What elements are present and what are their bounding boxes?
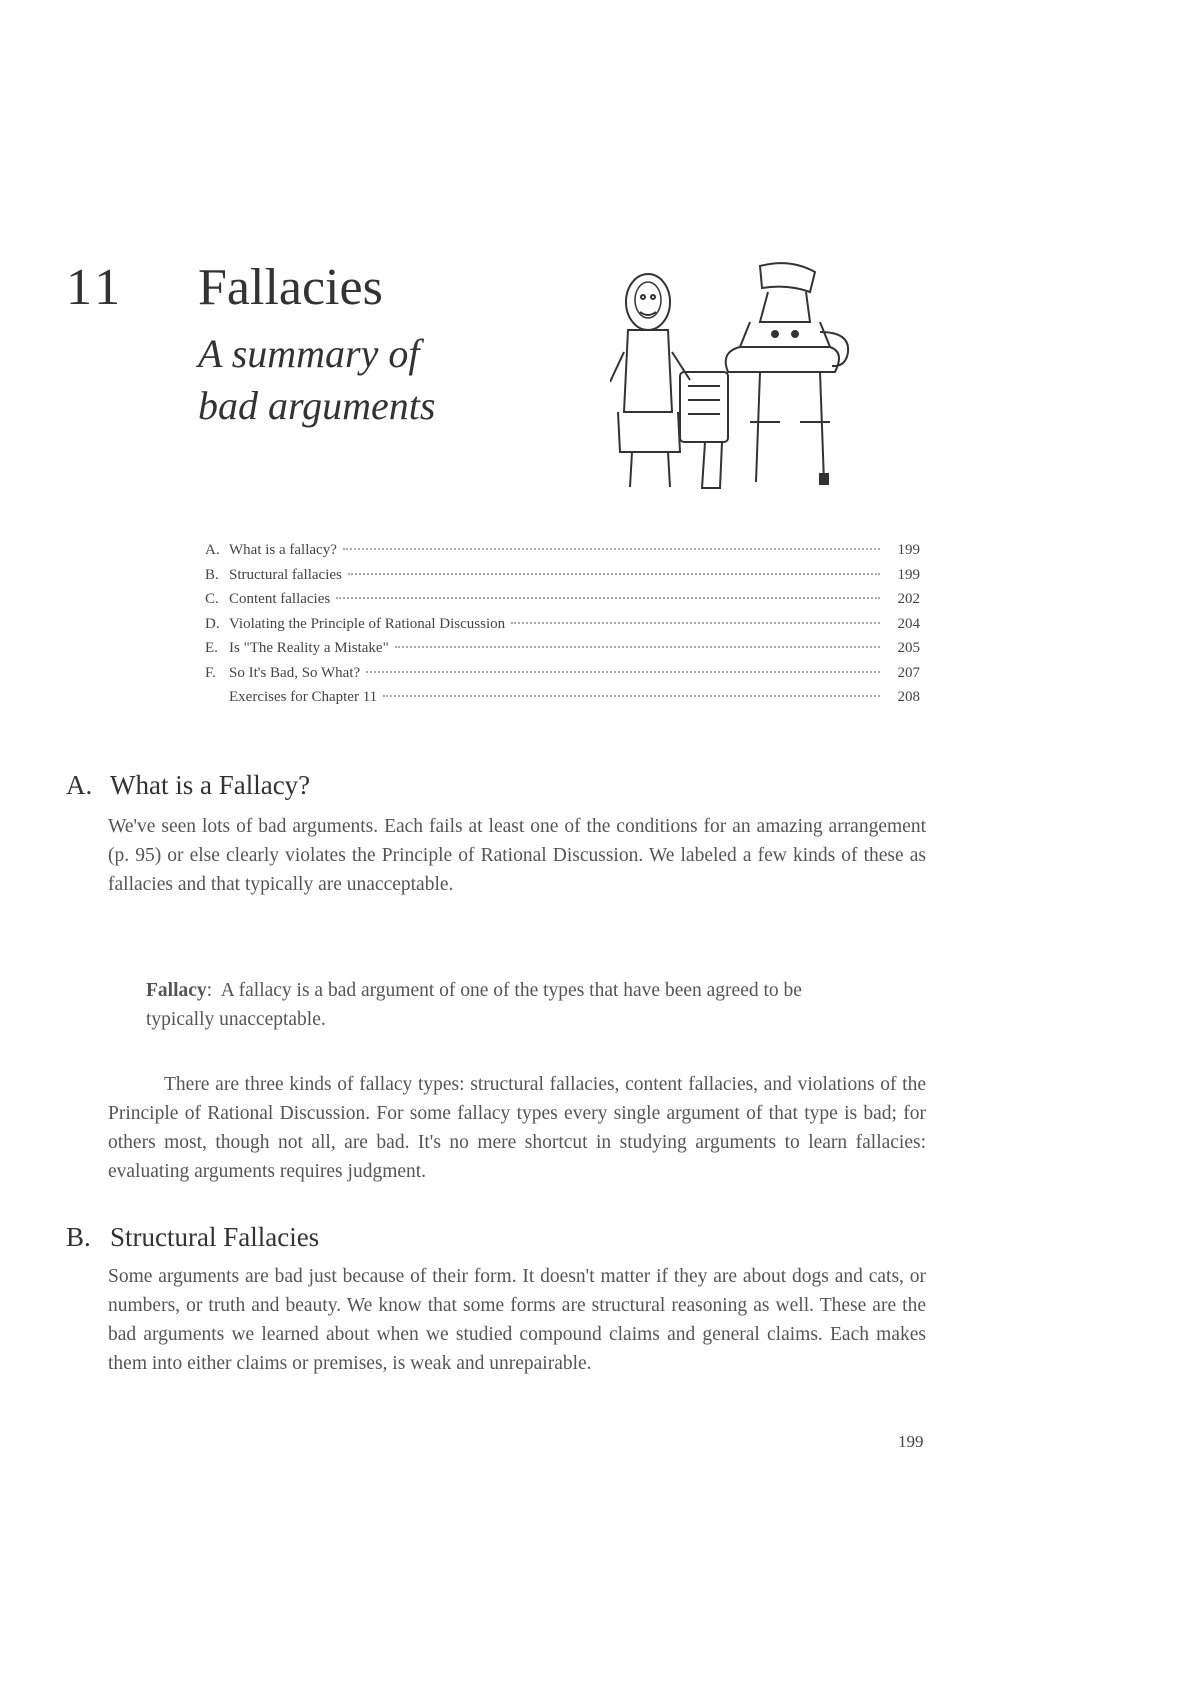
table-of-contents bbox=[205, 542, 920, 714]
section-a-title: What is a Fallacy? bbox=[110, 770, 311, 800]
toc-entry[interactable]: F. So It's Bad, So What? 207 bbox=[205, 664, 920, 681]
toc-entry[interactable]: A. What is a fallacy? 199 bbox=[205, 542, 920, 558]
chapter-subtitle bbox=[198, 328, 435, 432]
chapter-subtitle-line-2: bad arguments bbox=[198, 383, 436, 428]
toc-entry[interactable]: E. Is "The Reality a Mistake" 205 bbox=[205, 640, 920, 656]
page-number: 199 bbox=[898, 1432, 924, 1451]
section-a-heading bbox=[66, 770, 310, 801]
toc-entry[interactable]: Exercises for Chapter 11 208 bbox=[229, 689, 920, 705]
toc-entry[interactable]: C. Content fallacies 202 bbox=[205, 591, 920, 607]
definition-term: Fallacy bbox=[146, 980, 207, 1001]
definition-text: A fallacy is a bad argument of one of the types that have been agreed to be typically unacceptable. bbox=[146, 980, 802, 1030]
chapter-title: Fallacies bbox=[198, 259, 383, 316]
toc-entry[interactable]: D. Violating the Principle of Rational Discussion 204 bbox=[205, 615, 920, 632]
section-b-letter: B. bbox=[66, 1222, 91, 1252]
toc-entry[interactable]: B. Structural fallacies 199 bbox=[205, 566, 920, 583]
cartoon-two-figures-illustration bbox=[610, 262, 855, 494]
chapter-number: 11 bbox=[66, 259, 125, 316]
section-b-title: Structural Fallacies bbox=[110, 1222, 320, 1252]
fallacy-definition: Fallacy: A fallacy is a bad argument of one of the types that have been agreed to be typically unacceptable. bbox=[146, 980, 802, 1030]
section-a-body: There are three kinds of fallacy types: structural fallacies, content fallacies, and violations of the Principle of Rational Discussion. For some fallacy types every single argument of that type is bad; for others most, though not all, are bad. It's no mere shortcut in studying arguments to learn fallacies: evaluating arguments requires judgment. bbox=[108, 1074, 926, 1182]
section-b-intro: Some arguments are bad just because of their form. It doesn't matter if they are about dogs and cats, or numbers, or truth and beauty. We know that some forms are structural reasoning as well. These are the bad arguments we learned about when we studied compound claims and general claims. Each makes them into either claims or premises, is weak and unrepairable. bbox=[108, 1266, 926, 1374]
chapter-subtitle-line-1: A summary of bbox=[198, 331, 420, 376]
section-a-letter: A. bbox=[66, 770, 93, 800]
section-b-heading bbox=[66, 1222, 319, 1253]
section-a-intro: We've seen lots of bad arguments. Each fails at least one of the conditions for an amazing arrangement (p. 95) or else clearly violates the Principle of Rational Discussion. We labeled a few kinds of these as fallacies and that typically are unacceptable. bbox=[108, 816, 926, 895]
